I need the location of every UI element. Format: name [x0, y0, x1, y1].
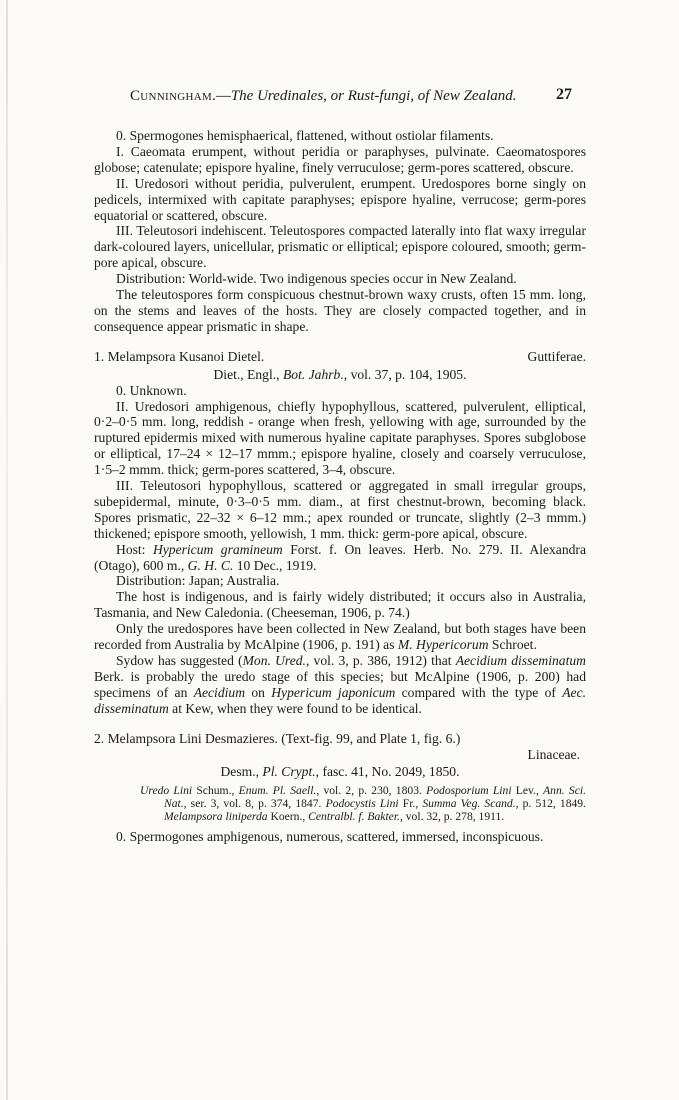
syn-italic: Centralbl. f. Bakter. [308, 810, 400, 824]
species-2-synonyms [140, 784, 586, 823]
ref-volume: , fasc. 41, No. 2049, 1850. [315, 764, 460, 780]
syn-run: Lev., [511, 784, 544, 798]
running-header [130, 88, 570, 105]
header-title: The Uredinales, or Rust-fungi, of New Zealand. [230, 88, 517, 104]
text-italic: Aec. disseminatum [94, 684, 587, 716]
species-1-uredosori: II. Uredosori amphigenous, chiefly hypophyllous, scattered, pulverulent, elliptical, 0·2–0·5 mm. long, reddish - orange when fresh, yellowing with age, surrounded by the ruptured epidermis mixed with numerous hyaline capitate paraphyses. Spores subglobose or elliptical, 17–24 × 12–17 mmm.; epispore hyaline, closely and coarsely verruculose, 1·5–2 mmm. thick; germ-pores scattered, 3–4, obscure. [94, 398, 586, 478]
text-run: Berk. is probably the uredo stage of this species; but McAlpine (1906, p. 200) had specimens of an [94, 668, 586, 700]
syn-run: Schum., [192, 784, 239, 798]
syn-run: , vol. 2, p. 230, 1803. [316, 784, 427, 798]
species-1-spermogones: 0. Unknown. [116, 382, 187, 398]
host-details: Forst. f. On leaves. Herb. No. 279. II. Alexandra (Otago), 600 m., [94, 541, 586, 573]
header-dash: .— [212, 88, 231, 104]
species-1-heading [94, 349, 586, 365]
species-1-host [94, 542, 586, 574]
species-1-teleutosori: III. Teleutosori hypophyllous, scattered or aggregated in small irregular groups, subepidermal, minute, 0·3–0·5 mm. diam., at first chestnut-brown, becoming black. Spores prismatic, 22–32 × 6–12 mm.; apex rounded or truncate, slightly (2–3 mmm.) thickened; epispore smooth, yellowish, 1 mm. thick: germ-pore apical, obscure. [94, 478, 586, 541]
species-1-uredospore-note [94, 621, 586, 653]
syn-italic: Podocystis Lini [325, 797, 399, 811]
genus-distribution: Distribution: World-wide. Two indigenous species occur in New Zealand. [116, 271, 517, 287]
species-1-host-note: The host is indigenous, and is fairly widely distributed; it occurs also in Australia, Tasmania, and New Caledonia. (Cheeseman, 1906, p. 74.) [94, 589, 586, 621]
ref-journal: Pl. Crypt. [262, 764, 316, 780]
page-edge-shadow [6, 0, 8, 1100]
syn-run: , ser. 3, vol. 8, p. 374, 1847. [183, 797, 326, 811]
ref-author: Desm., [220, 764, 263, 780]
text-italic: Hypericum japonicum [271, 684, 396, 700]
ref-journal: Bot. Jahrb. [282, 366, 344, 382]
genus-teleutospore-note: The teleutospores form conspicuous chestnut-brown waxy crusts, often 15 mm. long, on the stems and leaves of the hosts. They are closely compacted together, and in consequence appear prismatic in shape. [94, 287, 586, 334]
syn-italic: Enum. Pl. Saell. [238, 784, 317, 798]
genus-spermogones: 0. Spermogones hemisphaerical, flattened, without ostiolar filaments. [116, 128, 494, 143]
syn-run: , vol. 32, p. 278, 1911. [399, 810, 505, 824]
species-1-sydow-note [94, 653, 586, 717]
species-2-reference [94, 764, 586, 780]
header-author: Cunningham [130, 88, 213, 104]
syn-run: Fr., [398, 797, 423, 811]
genus-uredosori: II. Uredosori without peridia, pulverulent, erumpent. Uredospores borne singly on pedicels, intermixed with capitate paraphyses; epispore hyaline, verrucose; germ-pores equatorial or scattered, obscure. [94, 175, 586, 223]
host-collector: G. H. C. [187, 557, 234, 573]
species-2-family: Linaceae. [527, 746, 580, 762]
text-italic: Mon. Ured. [242, 653, 306, 668]
text-run: Sydow has suggested ( [116, 653, 243, 668]
text-run: Only the uredospores have been collected in New Zealand, but both stages have been recorded from Australia by McAlpine (1906, p. 191) as [94, 621, 586, 653]
syn-italic: Summa Veg. Scand. [422, 797, 516, 811]
syn-italic: Melampsora liniperda [164, 810, 268, 824]
page-number: 27 [556, 86, 572, 103]
genus-teleutosori: III. Teleutosori indehiscent. Teleutospores compacted laterally into flat waxy irregular dark-coloured layers, unicellular, prismatic or elliptical; epispore coloured, smooth; germ-pore apical, obscure. [94, 223, 586, 271]
species-1-distribution: Distribution: Japan; Australia. [116, 573, 280, 589]
host-date: 10 Dec., 1919. [233, 557, 317, 573]
text-italic: M. Hypericorum [397, 637, 489, 653]
syn-italic: Uredo Lini [140, 784, 193, 798]
article-body [94, 128, 586, 845]
genus-caeomata: I. Caeomata erumpent, without peridia or paraphyses, pulvinate. Caeomatospores globose; catenulate; epispore hyaline, finely verruculose; germ-pores scattered, obscure. [94, 143, 586, 175]
text-run: on [245, 684, 272, 700]
text-italic: Aecidium [193, 684, 246, 700]
syn-run: Koern., [267, 810, 309, 824]
species-2-heading: 2. Melampsora Lini Desmazieres. (Text-fig. 99, and Plate 1, fig. 6.) [94, 730, 461, 746]
species-1-name: 1. Melampsora Kusanoi Dietel. [94, 348, 265, 364]
host-species: Hypericum gramineum [152, 541, 283, 557]
text-run: at Kew, when they were found to be identical. [168, 700, 422, 716]
syn-italic: Podosporium Lini [426, 784, 512, 798]
ref-volume: , vol. 37, p. 104, 1905. [343, 366, 467, 382]
syn-run: , p. 512, 1849. [515, 797, 587, 811]
ref-author: Diet., Engl., [213, 366, 283, 382]
text-run: Schroet. [488, 637, 537, 653]
species-1-family: Guttiferae. [527, 348, 586, 364]
text-italic: Aecidium disseminatum [455, 653, 586, 668]
host-label: Host: [116, 541, 153, 557]
text-run: compared with the type of [395, 684, 563, 700]
species-1-reference [94, 367, 586, 383]
syn-italic: Ann. Sci. Nat. [164, 784, 586, 811]
text-run: , vol. 3, p. 386, 1912) that [305, 653, 456, 668]
species-2-spermogones: 0. Spermogones amphigenous, numerous, scattered, immersed, inconspicuous. [116, 829, 544, 845]
